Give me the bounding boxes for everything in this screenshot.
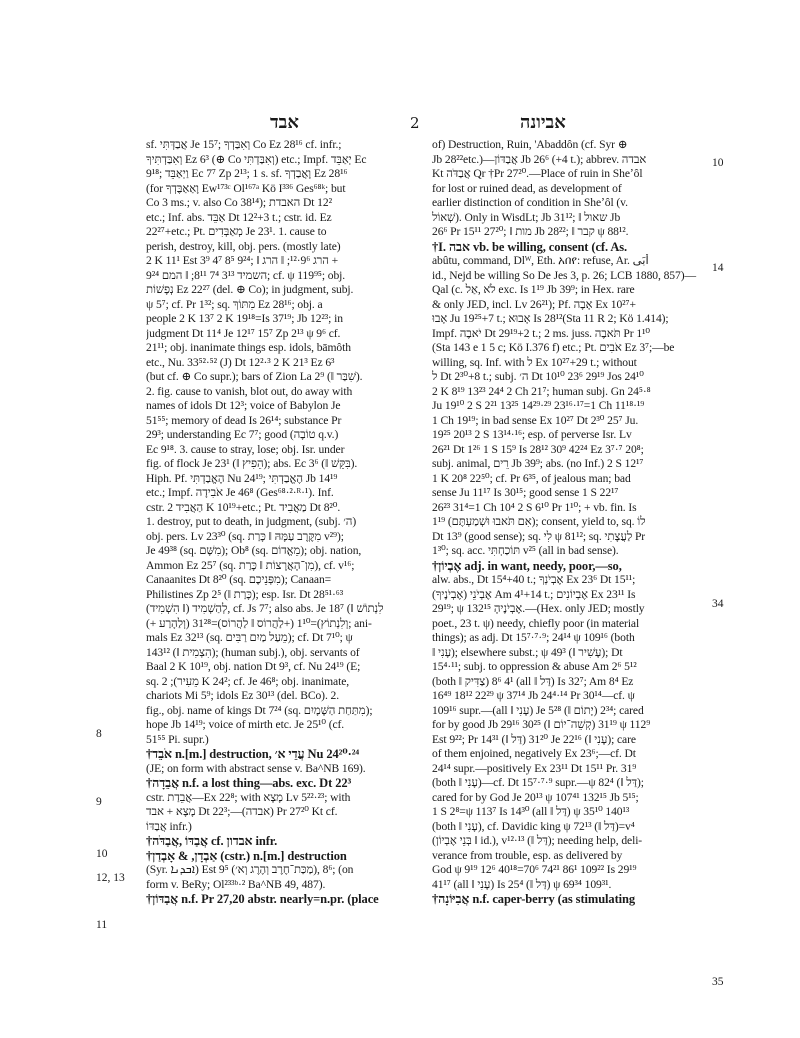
margin-number: 10 — [96, 848, 108, 860]
text-line: hope Jb 14¹⁹; voice of mirth etc. Je 25¹⁰ (cf. — [146, 718, 345, 731]
text-line: נְפָשׁוֹת Ez 22²⁷ (del. ⊕ Co); in judgment, subj. — [146, 283, 354, 296]
text-line: abûtu, command, Dlᵂ, Eth. አበየ: refuse, Ar. أَبَى — [432, 254, 649, 267]
text-line: Dt 13⁹ (good sense); sq. לִי ψ 81¹²; sq. לַעֲצָתִי Pr — [432, 529, 646, 543]
text-line: form v. BeRy; Ol²³³ᵇ·² Ba^NB 49, 487). — [146, 877, 326, 891]
text-line: †I. אבה vb. be willing, consent (cf. As. — [432, 239, 628, 254]
text-line: Baal 2 K 10¹⁹, obj. nation Dt 9³, cf. Nu 24¹⁹ (E; — [146, 660, 361, 673]
text-line: of them enjoined, negatively Ex 23⁶;—cf. Dt — [432, 747, 636, 760]
text-line: of) Destruction, Ruin, 'Abaddôn (cf. Syr ⊕ — [432, 138, 628, 151]
text-line: (JE; on form with abstract sense v. Ba^NB 169). — [146, 761, 366, 775]
left-column — [146, 138, 416, 907]
text-line: 21¹¹; obj. inanimate things esp. idols, bāmôth — [146, 341, 351, 354]
text-line: Ammon Ez 25⁷ (sq. מִן־הָאֲרָצוֹת ‖ כָּרַת), cf. v¹⁶; — [146, 558, 355, 572]
header-right-word: אביונה — [520, 112, 566, 133]
text-line: God ψ 9¹⁹ 12⁶ 40¹⁸=70⁶ 74²¹ 86¹ 109²² Is 29¹⁹ — [432, 863, 637, 876]
text-line: id., Nejd be willing So De Jes 3, p. 26; LCB 1880, 857)— — [432, 268, 696, 282]
text-line: 2. fig. cause to vanish, blot out, do away with — [146, 384, 353, 398]
text-line: perish, destroy, kill, obj. pers. (mostly late) — [146, 239, 341, 253]
text-line: לְהַשְׁמִיד (‖ הִשְׁמִיד), cf. Js 7⁷; also abs. Je 18⁷ (‖ לִנְתוֹשׁ — [146, 602, 384, 615]
text-line: Ju 19¹⁰ 2 S 2²¹ 13²⁵ 14²⁹·²⁹ 23¹⁶·¹⁷=1 Ch 11¹⁸·¹⁹ — [432, 399, 645, 412]
header-left-word: אבד — [270, 112, 299, 133]
margin-number: 35 — [712, 976, 724, 988]
text-line: willing, sq. Inf. with ל Ex 10²⁷+29 t.; without — [432, 355, 637, 369]
margin-number: 9 — [96, 796, 102, 808]
text-line: 26²¹ Dt 1²⁶ 1 S 15⁹ Is 28¹² 30⁹ 42²⁴ Ez 3⁷·⁷ 20⁸; — [432, 442, 644, 456]
text-line: 24¹⁴ supr.—positively Ex 23¹¹ Dt 15¹¹ Pr. 31⁹ — [432, 761, 637, 775]
text-line: people 2 K 13⁷ 2 K 19¹⁸=Is 37¹⁹; Jb 12²³; in — [146, 312, 343, 325]
text-line: 26²³ 31⁴=1 Ch 10⁴ 2 S 6¹⁰ Pr 1¹⁰; + vb. fin. Is — [432, 500, 637, 514]
text-line: ‖ עָנִי); elsewhere subst.; ψ 49³ (‖ עָשִׁיר); Dt — [432, 645, 623, 659]
text-line: Jb 28²²etc.)—אֲבַדּוֹן Jb 26⁶ (+4 t.); abbrev. אבדה — [432, 152, 647, 166]
text-line: †אֲבַדּוֹן n.f. Pr 27,20 abstr. nearly=n.pr. (place — [146, 892, 379, 906]
text-line: sf. אֲבַדְּתִּי Je 15⁷; וְאִבַּדְךָ Co Ez 28¹⁶ cf. infr.; — [146, 138, 342, 151]
text-line: 143¹² (‖ הִצְמִית); (human subj.), obj. servants of — [146, 645, 360, 659]
text-line: (both ‖ עָנִי)—cf. Dt 15⁷·⁷·⁹ supr.—ψ 82⁴ (‖ דַּל); — [432, 776, 644, 789]
text-line: Est 9²²; Pr 14³¹ (‖ דַּל) 31²⁰ Je 22¹⁶ (‖ עָנִי); care — [432, 732, 636, 746]
text-line: cared for by God Je 20¹³ ψ 107⁴¹ 132¹⁵ Jb 5¹⁵; — [432, 790, 639, 804]
margin-number: 8 — [96, 728, 102, 740]
text-line: (בְּנֵי אֶבְיוֹן ‖ id.), v¹²·¹³ (‖ דַּל); needing help, deli- — [432, 834, 643, 847]
margin-number: 12, 13 — [96, 872, 125, 884]
text-line: Ec 9¹⁸. 3. cause to stray, lose; obj. Isr. under — [146, 442, 345, 456]
text-line: verance from trouble, esp. as delivered by — [432, 848, 623, 862]
text-line: Philistines Zp 2⁵ (‖ כָּרַת); esp. Isr. Dt 28⁵¹·⁶³ — [146, 587, 344, 601]
text-line: subj. animal, רֵים Jb 39⁹; abs. (no Inf.) 2 S 12¹⁷ — [432, 457, 644, 470]
text-line: names of idols Dt 12³; voice of Babylon Je — [146, 399, 341, 412]
text-line: †אֲבַדּוֹ ,אֲבַדֹּה cf. אבדון infr. — [146, 834, 278, 848]
text-line: †אֲבִיּוֹנָה n.f. caper-berry (as stimulating — [432, 892, 636, 906]
text-line: judgment Dt 11⁴ Je 12¹⁷ 15⁷ Zp 2¹³ ψ 9⁶ cf. — [146, 326, 341, 340]
text-line: 1 S 2⁸=ψ 113⁷ Is 14³⁰ (all ‖ דַּל) ψ 35¹⁰ 140¹³ — [432, 805, 630, 818]
text-line: Hiph. Pf. הֶאֱבַדְתִּי Nu 24¹⁹; הֶאֱבַדְתִּי Jb 14¹⁹ — [146, 471, 338, 485]
text-line: ל Dt 2³⁰+8 t.; subj. ה׳ Dt 10¹⁰ 23⁶ 29¹⁹ Jos 24¹⁰ — [432, 370, 644, 383]
text-line: †אֲבֵדָה n.f. a lost thing—abs. exc. Dt 22³ — [146, 776, 352, 790]
text-line: †אַבְדָן, & אָבְדַן (cstr.) n.[m.] destruction — [146, 848, 347, 863]
text-line: השמיד 3¹³ 7⁴ 8¹¹; ‖ המם 9²⁴; cf. ψ 119⁹⁵; obj. — [146, 268, 346, 282]
text-line: 109¹⁶ supr.—(all ‖ עָנִי) Je 5²⁸ (‖ יָתוֹם) 2³⁴; cared — [432, 703, 644, 717]
margin-number: 34 — [712, 598, 724, 610]
text-line: Co 3 ms.; v. also Co 38¹⁴); האבדת Dt 12² — [146, 196, 332, 209]
text-line: 1¹⁹ (אִם תֹּאבוּ וּשְׁמַעְתֶּם); consent, yield to, sq. לוֹ — [432, 515, 646, 528]
text-line: 15⁴·¹¹; subj. to oppression & abuse Am 2⁶ 5¹² — [432, 660, 637, 673]
text-line: †אֶבְיוֹן adj. in want, needy, poor,—so, — [432, 558, 622, 573]
text-line: (Sta 143 e 1 5 c; Kö I.376 f) etc.; Pt. אֹבִים Ez 3⁷;—be — [432, 341, 675, 354]
text-line: Je 49³⁸ (sq. מִשָּׁם); Ob⁸ (sq. מֵאֱדוֹם); obj. nation, — [146, 544, 362, 557]
text-line: 51⁵⁵; memory of dead Is 26¹⁴; substance Pr — [146, 413, 342, 427]
text-line: sense Ju 11¹⁷ Is 30¹⁵; good sense 1 S 22¹⁷ — [432, 486, 619, 499]
text-line: וְלִנְתוֹץ)=1¹⁰ (+לַהֲרוֹס ‖ לַהֲרוֹס)=31²⁸ (וְלַהָרַע +); ani- — [146, 616, 372, 630]
text-line: for by good Jb 29¹⁶ 30²⁵ (‖ קְשֵׁה־יוֹם) 31¹⁹ ψ 112⁹ — [432, 718, 651, 731]
text-line: 16⁴⁹ 18¹² 22²⁹ ψ 37¹⁴ Jb 24⁴·¹⁴ Pr 30¹⁴—cf. ψ — [432, 689, 635, 702]
text-line: fig., obj. name of kings Dt 7²⁴ (sq. מִתַּחַת הַשָּׁמָיִם); — [146, 703, 373, 717]
page-number: 2 — [410, 114, 420, 132]
text-line: sq. מֵעִיר); 2 K 24²; cf. Je 46⁸; obj. inanimate, — [146, 674, 350, 688]
text-line: 2 K 8¹⁹ 13²³ 24⁴ 2 Ch 21⁷; human subj. Gn 24⁵·⁸ — [432, 384, 651, 398]
text-line: etc.; Impf. אֹבִידָה Je 46⁸ (Ges⁶⁸·²·ᴿ·¹). Inf. — [146, 486, 334, 499]
text-line: שְׁאוֹל). Only in WisdLt; Jb 31¹²; ‖ שאול Jb — [432, 210, 621, 224]
text-line: Qal (c. לֹא ,אַל exc. Is 1¹⁹ Jb 39⁹; in Hex. rare — [432, 283, 635, 296]
text-line: etc., Nu. 33⁵²·⁵² (J) Dt 12²·³ 2 K 21³ Ez 6³ — [146, 355, 335, 369]
text-line: מָצָא + אבד Dt 22³;—(אבדה) Pr 27²⁰ Kt cf. — [146, 805, 338, 818]
text-line: Impf. יֹאבֶה Dt 29¹⁹+2 t.; 2 ms. juss. תֹּאבֶה Pr 1¹⁰ — [432, 326, 650, 340]
text-line: earlier distinction of condition in Sheʼôl (v. — [432, 196, 628, 209]
text-line: for lost or ruined dead, as development of — [432, 181, 622, 195]
margin-number: 14 — [712, 262, 724, 274]
text-line: (for וָאַאַבֶּדְךָ Ew¹⁷³ᶜ Ol¹⁶⁷ᵃ Kö I³³⁶ Ges⁶⁸ᵏ; but — [146, 181, 346, 195]
text-line: (but cf. ⊕ Co supr.); bars of Zion La 2⁹ (‖ שִׁבַּר). — [146, 370, 363, 383]
text-line: alw. abs., Dt 15⁴+40 t.; אֶבְיֹנְךָ Ex 23⁶ Dt 15¹¹; — [432, 573, 636, 586]
margin-number: 10 — [712, 157, 724, 169]
text-line: 1. destroy, put to death, in judgment, (subj. ה׳) — [146, 515, 357, 528]
text-line: 19²⁵ 20¹³ 2 S 13¹⁴·¹⁶; esp. of perverse Isr. Lv — [432, 428, 632, 441]
text-line: & only JED, incl. Lv 26²¹); Pf. אָבָה Ex 10²⁷+ — [432, 297, 636, 311]
text-line: ψ 5⁷; cf. Pr 1³²; sq. מִתּוֹךְ Ez 28¹⁶; obj. a — [146, 297, 323, 311]
text-line: poet., 23 t. ψ) needy, chiefly poor (in material — [432, 616, 640, 630]
page-header — [140, 112, 700, 138]
right-column — [432, 138, 702, 907]
text-line: (אֶבְיֹנֶיךָ) אֶבְיֹנֵי Am 4¹+14 t.; אֶבְיוֹנִים Ex 23¹¹ Is — [432, 587, 636, 601]
text-line: 41¹⁷ (all ‖ עָנִי) Is 25⁴ (‖ דַּל) ψ 69³⁴ 109³¹. — [432, 877, 612, 891]
text-line: 26⁶ Pr 15¹¹ 27²⁰; ‖ מות Jb 28²²; ‖ קבר ψ 88¹². — [432, 225, 629, 238]
text-line: etc.; Inf. abs. אַבֵּד Dt 12²+3 t.; cstr. id. Ez — [146, 210, 332, 224]
text-line: 29¹⁹; ψ אֶבְיֹנֶיהָ 132¹⁵.—(Hex. only JED; mostly — [432, 602, 645, 615]
text-line: cstr. הַאֲבִיד 2 K 10¹⁹+etc.; Pt. מַאֲבִיד Dt 8²⁰. — [146, 500, 341, 514]
text-line: 9¹⁸; וַיְאַבֵּד Ec 7⁷ Zp 2¹³; 1 s. sf. וָאֲבַדְךָ Ez 28¹⁶ — [146, 167, 348, 180]
text-line: †אֹבֵד n.[m.] destruction, עֲדֵי א׳ Nu 24²⁰·²⁴ — [146, 747, 360, 761]
text-line: Kt אֲבַדֹּה Qr †Pr 27²⁰.—Place of ruin in Sheʼôl — [432, 167, 643, 180]
margin-number: 11 — [96, 919, 108, 931]
text-line: Canaanites Dt 8²⁰ (sq. מִפְּנֵיכֶם); Canaan= — [146, 573, 332, 586]
text-line: (both ‖ עָנִי), cf. Davidic king ψ 72¹³ (‖ דַּל)=v⁴ — [432, 819, 635, 833]
text-line: chariots Mi 5⁹; idols Ez 30¹³ (del. BCo). 2. — [146, 689, 340, 702]
text-line: obj. pers. Lv 23³⁰ (sq. מִקֶּרֶב עַמָּהּ ‖ כָּרַת v²⁹); — [146, 529, 344, 543]
text-line: fig. of flock Je 23¹ (‖ הֵפִיץ); abs. Ec 3⁶ (‖ בִּקֵּשׁ). — [146, 457, 358, 470]
text-line: 29³; understanding Ec 7⁷; good (טוֹבָה q.v.) — [146, 428, 339, 441]
text-line: וְאִבַּדְתִּיךָ Ez 6³ (⊕ Co וְאִבַּדְתִּי) etc.; Impf. יְאַבֵּד Ec — [146, 152, 367, 166]
text-line: things); as adj. Dt 15⁷·⁷·⁹; 24¹⁴ ψ 109¹⁶ (both — [432, 631, 635, 644]
text-line: 1³⁰; sq. acc. תּוֹכַחְתִּי v²⁵ (all in bad sense). — [432, 544, 619, 557]
text-line: 1 K 20⁸ 22⁵⁰; cf. Pr 6³⁵, of jealous man; bad — [432, 471, 631, 485]
text-line: 51⁵⁵ Pi. supr.) — [146, 732, 209, 746]
text-line: אָבוּ Ju 19²⁵+7 t.; אָבוּא Is 28¹²(Sta 11 R 2; Kö 1.414); — [432, 312, 669, 325]
text-line: cstr. אֲבֵדַת—Ex 22⁸; with מָצָא Lv 5²²·²³; with — [146, 790, 351, 804]
text-line: mals Ez 32¹³ (sq. מֵעַל מַיִם רַבִּים); cf. Dt 7¹⁰; ψ — [146, 631, 353, 644]
text-line: אֲבַדּוֹ infr.) — [146, 819, 192, 833]
text-line: 1 Ch 19¹⁹; in bad sense Ex 10²⁷ Dt 2³⁰ 25⁷ Ju. — [432, 413, 639, 427]
text-line: (Syr. ܐܒܕܢܐ) Est 9⁵ (מַכַּת־חֶרֶב וְהֶרֶג וְא׳), 8⁶; (on — [146, 863, 354, 876]
text-line: 22²⁷+etc.; Pt. מְאַבְּדִים Je 23¹. 1. cause to — [146, 225, 327, 238]
text-line: 2 K 11¹ Est 3⁹ 4⁷ 8⁵ 9²⁴; ‖ הרג 9⁶·¹²; ‖ הרג + — [146, 254, 339, 267]
text-line: (both ‖ צַדִּיק) 4¹ 8⁶ (all ‖ דַּל) Is 32⁷; Am 8⁴ Ez — [432, 674, 634, 688]
